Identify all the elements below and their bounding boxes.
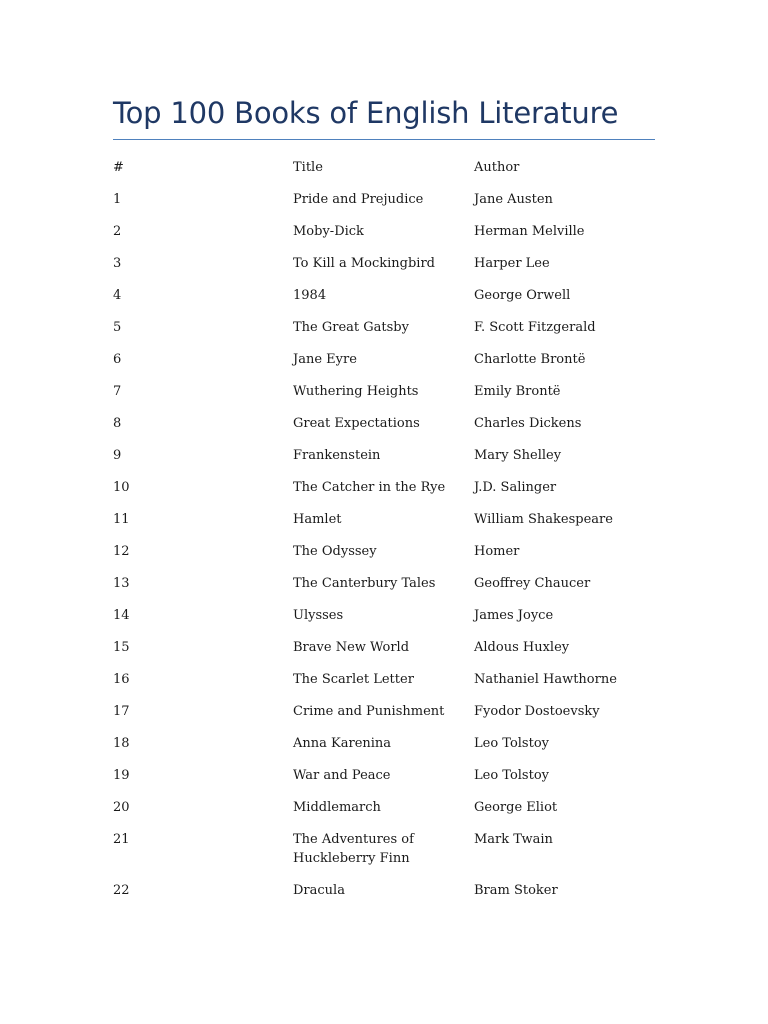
book-title: Moby-Dick bbox=[293, 224, 364, 239]
row-number: 2 bbox=[113, 224, 122, 239]
table-row bbox=[113, 376, 655, 408]
table-row bbox=[113, 216, 655, 248]
table-row bbox=[113, 600, 655, 632]
book-author: George Eliot bbox=[474, 800, 558, 815]
book-author: F. Scott Fitzgerald bbox=[474, 320, 596, 335]
row-number: 20 bbox=[113, 800, 130, 815]
table-row bbox=[113, 875, 655, 907]
table-row bbox=[113, 664, 655, 696]
table-body bbox=[113, 184, 655, 907]
row-number: 21 bbox=[113, 832, 130, 847]
book-title: The Odyssey bbox=[293, 544, 377, 559]
book-title: War and Peace bbox=[293, 768, 391, 783]
row-number: 7 bbox=[113, 384, 122, 399]
table-row bbox=[113, 312, 655, 344]
book-author: Homer bbox=[474, 544, 520, 559]
table-row bbox=[113, 536, 655, 568]
book-author: Leo Tolstoy bbox=[474, 736, 549, 751]
book-author: Nathaniel Hawthorne bbox=[474, 672, 617, 687]
book-author: Jane Austen bbox=[474, 192, 553, 207]
book-title: The Canterbury Tales bbox=[293, 576, 436, 591]
book-title: Hamlet bbox=[293, 512, 342, 527]
row-number: 6 bbox=[113, 352, 122, 367]
row-number: 5 bbox=[113, 320, 122, 335]
table-row bbox=[113, 408, 655, 440]
table-row bbox=[113, 504, 655, 536]
table-row bbox=[113, 792, 655, 824]
header-number: # bbox=[113, 160, 124, 175]
book-author: Harper Lee bbox=[474, 256, 550, 271]
document-title: Top 100 Books of English Literature bbox=[113, 96, 619, 130]
book-title: Jane Eyre bbox=[293, 352, 357, 367]
table-header-row bbox=[113, 152, 655, 184]
row-number: 3 bbox=[113, 256, 122, 271]
table-row bbox=[113, 728, 655, 760]
book-title: To Kill a Mockingbird bbox=[293, 256, 435, 271]
book-author: Mark Twain bbox=[474, 832, 553, 847]
row-number: 18 bbox=[113, 736, 130, 751]
table-row bbox=[113, 248, 655, 280]
row-number: 1 bbox=[113, 192, 122, 207]
book-title: Anna Karenina bbox=[293, 736, 392, 751]
table-row bbox=[113, 472, 655, 504]
table-row bbox=[113, 280, 655, 312]
row-number: 8 bbox=[113, 416, 122, 431]
book-title: The Catcher in the Rye bbox=[293, 480, 446, 495]
row-number: 19 bbox=[113, 768, 130, 783]
book-author: Bram Stoker bbox=[474, 883, 558, 898]
table-row bbox=[113, 696, 655, 728]
book-author: J.D. Salinger bbox=[474, 480, 557, 495]
row-number: 13 bbox=[113, 576, 130, 591]
row-number: 4 bbox=[113, 288, 122, 303]
book-title: The Scarlet Letter bbox=[293, 672, 414, 687]
books-table bbox=[113, 152, 655, 907]
book-title: Dracula bbox=[293, 883, 345, 898]
book-title: The Adventures of Huckleberry Finn bbox=[293, 832, 414, 866]
book-author: James Joyce bbox=[474, 608, 554, 623]
book-title: 1984 bbox=[293, 288, 327, 303]
book-author: Geoffrey Chaucer bbox=[474, 576, 591, 591]
book-title: Crime and Punishment bbox=[293, 704, 445, 719]
row-number: 22 bbox=[113, 883, 130, 898]
row-number: 10 bbox=[113, 480, 130, 495]
book-title: Middlemarch bbox=[293, 800, 381, 815]
row-number: 17 bbox=[113, 704, 130, 719]
book-title: Brave New World bbox=[293, 640, 410, 655]
header-author: Author bbox=[474, 160, 520, 175]
table-row bbox=[113, 632, 655, 664]
book-title: Ulysses bbox=[293, 608, 344, 623]
row-number: 15 bbox=[113, 640, 130, 655]
book-title: Great Expectations bbox=[293, 416, 420, 431]
row-number: 12 bbox=[113, 544, 130, 559]
book-author: Leo Tolstoy bbox=[474, 768, 549, 783]
book-title: Frankenstein bbox=[293, 448, 381, 463]
table-row bbox=[113, 184, 655, 216]
book-title: Pride and Prejudice bbox=[293, 192, 424, 207]
table-row bbox=[113, 344, 655, 376]
book-title: Wuthering Heights bbox=[293, 384, 419, 399]
book-author: Charlotte Brontë bbox=[474, 352, 586, 367]
table-row bbox=[113, 440, 655, 472]
book-author: William Shakespeare bbox=[474, 512, 613, 527]
table-row bbox=[113, 760, 655, 792]
book-author: Fyodor Dostoevsky bbox=[474, 704, 600, 719]
book-author: Herman Melville bbox=[474, 224, 585, 239]
title-underline bbox=[113, 139, 655, 140]
book-author: Emily Brontë bbox=[474, 384, 561, 399]
table-row bbox=[113, 824, 655, 875]
book-author: Mary Shelley bbox=[474, 448, 562, 463]
row-number: 9 bbox=[113, 448, 122, 463]
row-number: 16 bbox=[113, 672, 130, 687]
table-row bbox=[113, 568, 655, 600]
book-author: Charles Dickens bbox=[474, 416, 582, 431]
book-author: George Orwell bbox=[474, 288, 571, 303]
row-number: 14 bbox=[113, 608, 130, 623]
header-title: Title bbox=[293, 160, 323, 175]
book-title: The Great Gatsby bbox=[293, 320, 409, 335]
row-number: 11 bbox=[113, 512, 130, 527]
book-author: Aldous Huxley bbox=[474, 640, 570, 655]
